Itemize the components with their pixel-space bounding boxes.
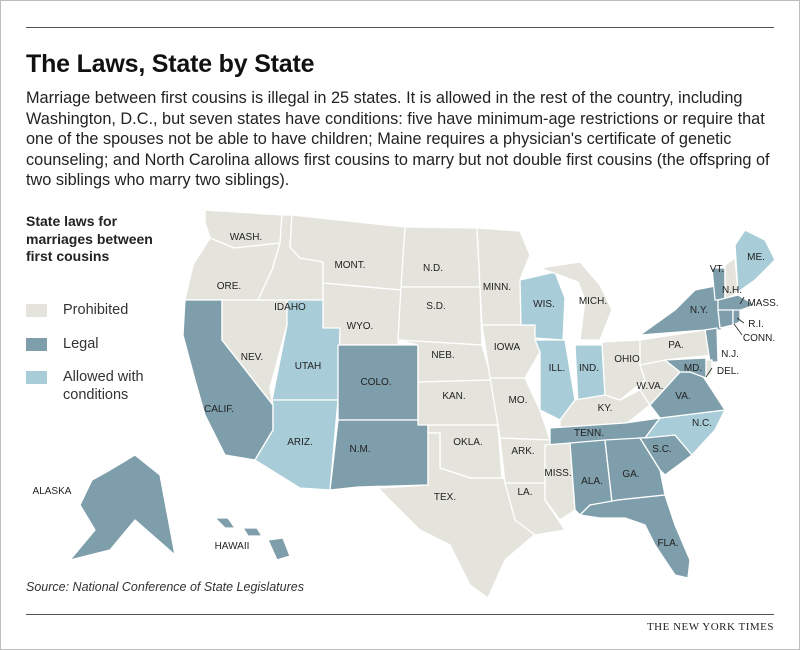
legend-swatch-prohibited (26, 304, 47, 317)
state-label-va: VA. (675, 391, 691, 402)
state-label-nj: N.J. (721, 349, 739, 360)
legend-item-legal (26, 335, 183, 353)
state-label-ak: ALASKA (32, 486, 72, 497)
state-ks (418, 380, 498, 425)
state-label-hi: HAWAII (214, 541, 250, 552)
state-fl (580, 495, 690, 578)
state-label-ok: OKLA. (453, 437, 483, 448)
state-label-ar: ARK. (511, 446, 535, 457)
state-label-ny: N.Y. (689, 305, 709, 316)
state-label-nd: N.D. (423, 263, 443, 274)
state-label-nv: NEV. (240, 352, 264, 363)
legend-label-legal: Legal (63, 336, 99, 352)
state-label-mo: MO. (508, 395, 528, 406)
state-ny (640, 286, 722, 335)
state-label-sc: S.C. (652, 444, 672, 455)
state-label-al: ALA. (581, 476, 603, 487)
state-label-wv: W.VA. (636, 381, 664, 392)
state-label-tx: TEX. (433, 492, 457, 503)
state-label-in: IND. (579, 363, 599, 374)
state-label-il: ILL. (548, 363, 566, 374)
legend-label-conditions: Allowed with conditions (63, 369, 144, 403)
state-label-me: ME. (747, 252, 765, 263)
state-label-ca: CALIF. (203, 404, 235, 415)
state-label-ri: R.I. (748, 319, 764, 330)
legend-title: State laws for marriages between first cousins (26, 213, 153, 264)
state-sd (398, 287, 482, 345)
state-label-wy: WYO. (346, 321, 374, 332)
legend-label-prohibited: Prohibited (63, 302, 129, 318)
state-label-fl: FLA. (657, 538, 679, 549)
state-label-mt: MONT. (334, 260, 366, 271)
state-label-wi: WIS. (533, 299, 555, 310)
state-nm (330, 420, 428, 490)
state-label-nh: N.H. (722, 285, 742, 296)
state-label-or: ORE. (216, 281, 242, 292)
state-label-oh: OHIO (614, 354, 640, 365)
state-hi (215, 518, 290, 560)
state-nj (705, 328, 718, 362)
state-label-ma: MASS. (747, 298, 779, 309)
publisher-credit: THE NEW YORK TIMES (646, 621, 774, 633)
state-label-mi: MICH. (578, 296, 608, 307)
state-label-nc: N.C. (692, 418, 712, 429)
state-label-ky: KY. (597, 403, 613, 414)
state-ct (718, 310, 733, 328)
state-label-co: COLO. (360, 377, 392, 388)
source-note: Source: National Conference of State Legislatures (26, 580, 304, 594)
state-ri (733, 310, 740, 325)
state-label-wa: WASH. (229, 232, 263, 243)
legend-swatch-conditions (26, 371, 47, 384)
state-label-ct: CONN. (742, 333, 776, 344)
legend-swatch-legal (26, 338, 47, 351)
state-label-nm: N.M. (349, 444, 371, 455)
bottom-rule (26, 614, 774, 615)
state-label-sd: S.D. (426, 301, 446, 312)
state-label-az: ARIZ. (287, 437, 313, 448)
state-label-ks: KAN. (442, 391, 466, 402)
state-label-ms: MISS. (544, 468, 572, 479)
state-label-ne: NEB. (431, 350, 455, 361)
state-label-md: MD. (683, 363, 703, 374)
state-label-mn: MINN. (482, 282, 512, 293)
state-label-ia: IOWA (493, 342, 521, 353)
state-ak (70, 455, 175, 560)
state-label-la: LA. (517, 487, 533, 498)
state-label-tn: TENN. (574, 428, 604, 439)
graphic-title: The Laws, State by State (26, 50, 315, 78)
graphic-description: Marriage between first cousins is illegal in 25 states. It is allowed in the rest of the country, including Washington, D.C., but seven states have conditions: five have minimum-age restrictions or require that one of the spouses not be able to have children; Maine requires a physician's certificate of genetic counseling; and North Carolina allows first cousins to marry but not double first cousins (the offspring of two siblings who marry two siblings). (26, 89, 770, 190)
state-label-id: IDAHO (274, 302, 306, 313)
state-label-ut: UTAH (294, 361, 322, 372)
state-label-de: DEL. (716, 366, 740, 377)
state-label-pa: PA. (668, 340, 684, 351)
state-label-ga: GA. (622, 469, 640, 480)
legend-item-conditions (26, 368, 183, 404)
state-label-vt: VT. (709, 264, 725, 275)
state-nd (401, 227, 480, 287)
legend-item-prohibited (26, 301, 183, 319)
